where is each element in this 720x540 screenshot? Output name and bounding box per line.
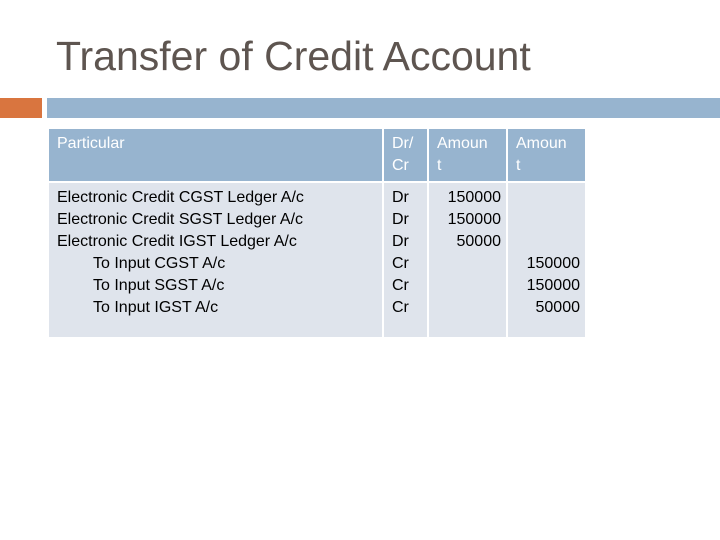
amount-credit-spacer (516, 187, 580, 209)
header-particular (48, 128, 383, 182)
table-header-row (48, 128, 586, 182)
drcr-value: Cr (392, 255, 409, 272)
amount-debit-value: 150000 (447, 189, 501, 206)
header-particular-label: Particular (57, 135, 125, 152)
amount-credit-spacer (516, 231, 580, 253)
table-body-row (48, 182, 586, 338)
particular-line: Electronic Credit CGST Ledger A/c (57, 189, 304, 206)
amount-credit-value: 150000 (526, 277, 580, 294)
amount-credit-value: 50000 (535, 299, 580, 316)
drcr-value: Dr (392, 233, 409, 250)
drcr-value: Cr (392, 299, 409, 316)
particular-line: To Input SGST A/c (93, 277, 225, 294)
particular-cell (48, 182, 383, 338)
header-drcr (383, 128, 428, 182)
particular-line: To Input IGST A/c (93, 299, 219, 316)
header-amount-debit (428, 128, 507, 182)
amount-credit-value: 150000 (526, 255, 580, 272)
header-amount-debit-label: Amoun t (437, 135, 488, 174)
drcr-value: Dr (392, 189, 409, 206)
slide-title: Transfer of Credit Account (56, 33, 531, 79)
header-drcr-label: Dr/ Cr (392, 135, 414, 174)
accent-bar-orange (0, 98, 42, 118)
amount-debit-value: 50000 (456, 233, 501, 250)
journal-entry-table (47, 127, 587, 339)
amount-debit-cell (428, 182, 507, 338)
amount-credit-cell (507, 182, 586, 338)
amount-credit-spacer (516, 209, 580, 231)
header-amount-credit (507, 128, 586, 182)
accent-bar-blue (47, 98, 720, 118)
drcr-cell (383, 182, 428, 338)
drcr-value: Dr (392, 211, 409, 228)
header-amount-credit-label: Amoun t (516, 135, 567, 174)
particular-line: Electronic Credit IGST Ledger A/c (57, 233, 297, 250)
particular-line: Electronic Credit SGST Ledger A/c (57, 211, 304, 228)
particular-line: To Input CGST A/c (93, 255, 226, 272)
drcr-value: Cr (392, 277, 409, 294)
amount-debit-value: 150000 (447, 211, 501, 228)
